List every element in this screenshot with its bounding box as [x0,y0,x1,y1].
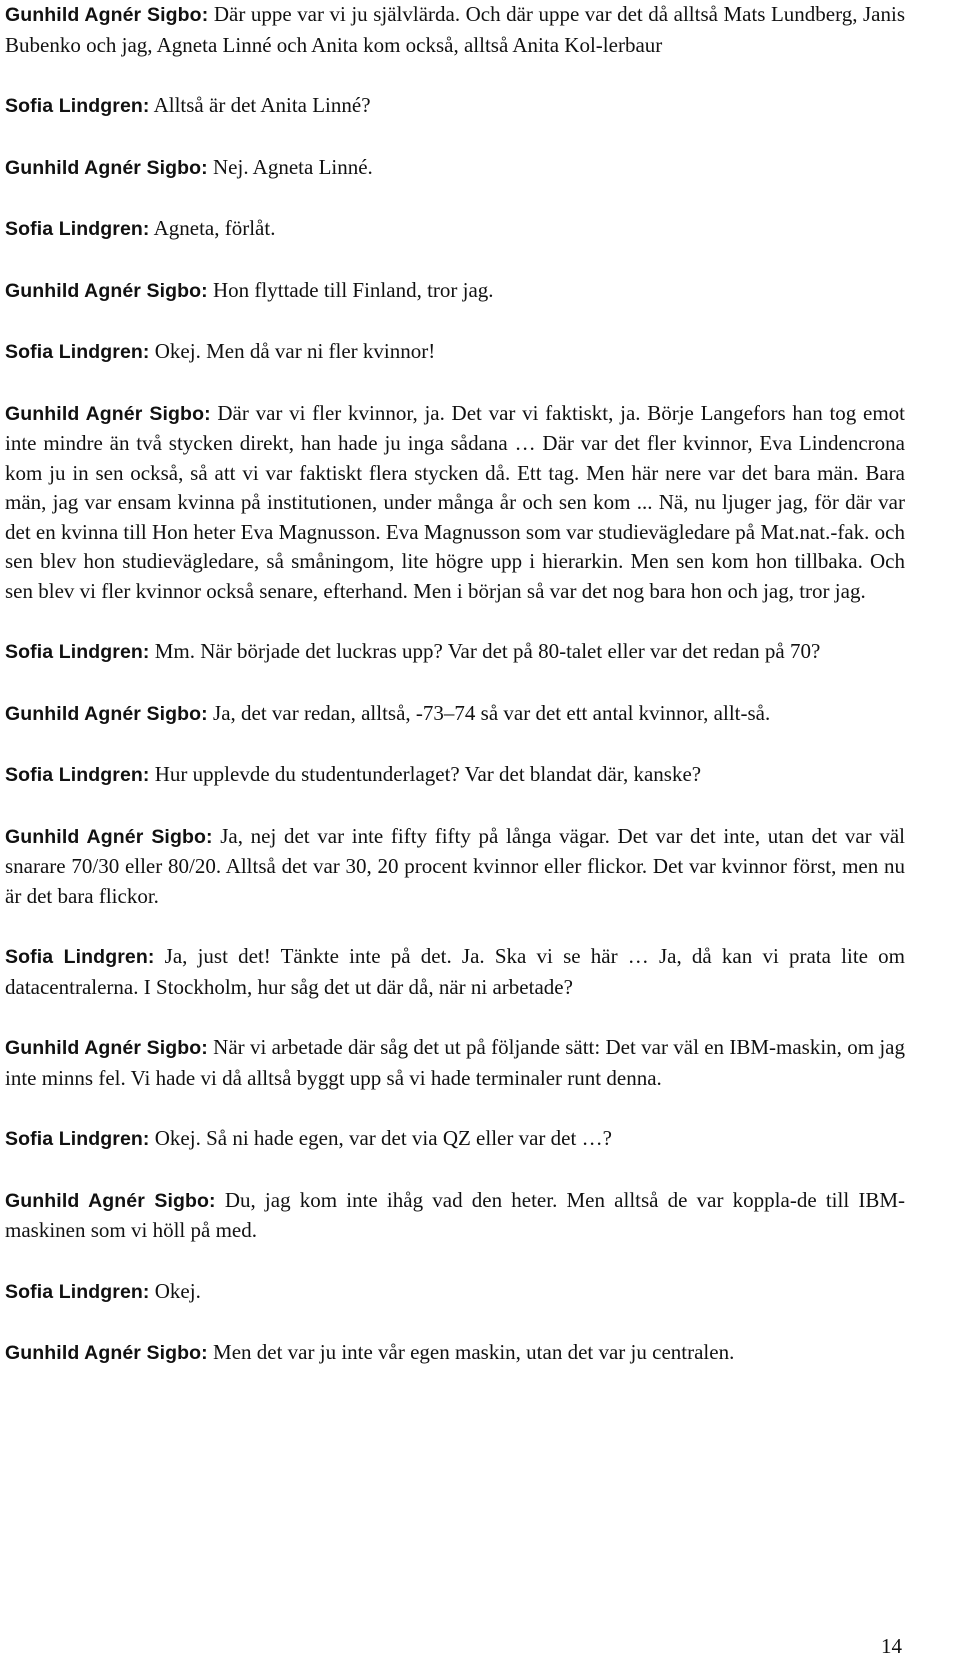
speaker-name: Gunhild Agnér Sigbo: [5,156,208,179]
turn-text: Ja, det var redan, alltså, -73–74 så var det ett antal kvinnor, allt-så. [213,700,771,725]
turn-text: När vi arbetade där såg det ut på följande sätt: Det var väl en IBM-maskin, om jag inte minns fel. Vi hade vi då alltså byggt upp så vi hade terminaler runt denna. [5,1035,905,1090]
turn-text: Där uppe var vi ju självlärda. Och där uppe var det då alltså Mats Lundberg, Janis Bubenko och jag, Agneta Linné och Anita kom också, alltså Anita Kol-lerbaur [5,2,906,57]
turn-text: Hon flyttade till Finland, tror jag. [213,277,494,302]
transcript-turn [5,1186,905,1246]
speaker-name: Sofia Lindgren: [5,641,150,663]
turn-text: Hur upplevde du studentunderlaget? Var det blandat där, kanske? [154,762,702,786]
transcript-turn [5,822,905,912]
speaker-name: Gunhild Agnér Sigbo: [5,702,208,725]
turn-text: Okej. Så ni hade egen, var det via QZ eller var det …? [154,1126,612,1150]
transcript-turn [5,0,905,60]
page-number: 14 [881,1634,902,1658]
transcript-turn [5,214,905,245]
transcript-turn [5,637,905,668]
transcript-turn [5,1338,905,1369]
turn-text: Ja, nej det var inte fifty fifty på långa vägar. Det var det inte, utan det var väl snarare 70/30 eller 80/20. Alltså det var 30, 20 procent kvinnor eller flickor. Det var kvinnor först, men nu är det bara flickor. [5,823,905,908]
transcript-turn [5,337,905,368]
interview-transcript [5,0,905,1400]
transcript-turn [5,399,905,607]
turn-text: Men det var ju inte vår egen maskin, utan det var ju centralen. [213,1340,735,1364]
speaker-name: Sofia Lindgren: [5,341,150,363]
speaker-name: Gunhild Agnér Sigbo: [5,1189,216,1212]
transcript-turn [5,1124,905,1155]
speaker-name: Sofia Lindgren: [5,1280,150,1303]
speaker-name: Gunhild Agnér Sigbo: [5,279,208,302]
speaker-name: Gunhild Agnér Sigbo: [5,1037,208,1059]
speaker-name: Gunhild Agnér Sigbo: [5,825,213,848]
speaker-name: Gunhild Agnér Sigbo: [5,1342,208,1364]
transcript-turn [5,1277,905,1308]
transcript-turn [5,276,905,307]
speaker-name: Gunhild Agnér Sigbo: [5,402,211,425]
transcript-turn [5,942,905,1002]
turn-text: Okej. [154,1278,201,1303]
turn-text: Nej. Agneta Linné. [213,154,373,179]
speaker-name: Sofia Lindgren: [5,946,155,968]
turn-text: Du, jag kom inte ihåg vad den heter. Men alltså de var koppla-de till IBM-maskinen som vi höll på med. [5,1187,906,1242]
turn-text: Alltså är det Anita Linné? [153,93,371,117]
transcript-turn [5,1033,905,1093]
turn-text: Mm. När började det luckras upp? Var det på 80-talet eller var det redan på 70? [154,639,821,663]
speaker-name: Gunhild Agnér Sigbo: [5,4,209,26]
transcript-turn [5,153,905,184]
turn-text: Där var vi fler kvinnor, ja. Det var vi faktiskt, ja. Börje Langefors han tog emot inte mindre än två stycken direkt, han hade ju inga sådana … Där var det fler kvinnor, Eva Lindencrona kom ju in sen också, så att vi var faktiskt flera stycken då. Ett tag. Men här nere var det bara män. Bara män, jag var ensam kvinna på institutionen, under många år och sen kom ... Nä, nu ljuger jag, för där var det en kvinna till Hon heter Eva Magnusson. Eva Magnusson som var studievägledare på Mat.nat.-fak. och sen blev hon studievägledare, så småningom, lite högre upp i hierarkin. Men sen kom hon tillbaka. Och sen blev vi fler kvinnor också senare, efterhand. Men i början så var det nog bara hon och jag, tror jag. [5,400,905,603]
speaker-name: Sofia Lindgren: [5,764,150,786]
transcript-turn [5,699,905,730]
turn-text: Agneta, förlåt. [153,216,276,240]
transcript-turn [5,91,905,122]
speaker-name: Sofia Lindgren: [5,95,150,117]
turn-text: Okej. Men då var ni fler kvinnor! [154,339,436,363]
turn-text: Ja, just det! Tänkte inte på det. Ja. Ska vi se här … Ja, då kan vi prata lite om datacentralerna. I Stockholm, hur såg det ut där då, när ni arbetade? [5,944,906,999]
speaker-name: Sofia Lindgren: [5,1128,150,1150]
transcript-turn [5,760,905,791]
speaker-name: Sofia Lindgren: [5,218,150,240]
